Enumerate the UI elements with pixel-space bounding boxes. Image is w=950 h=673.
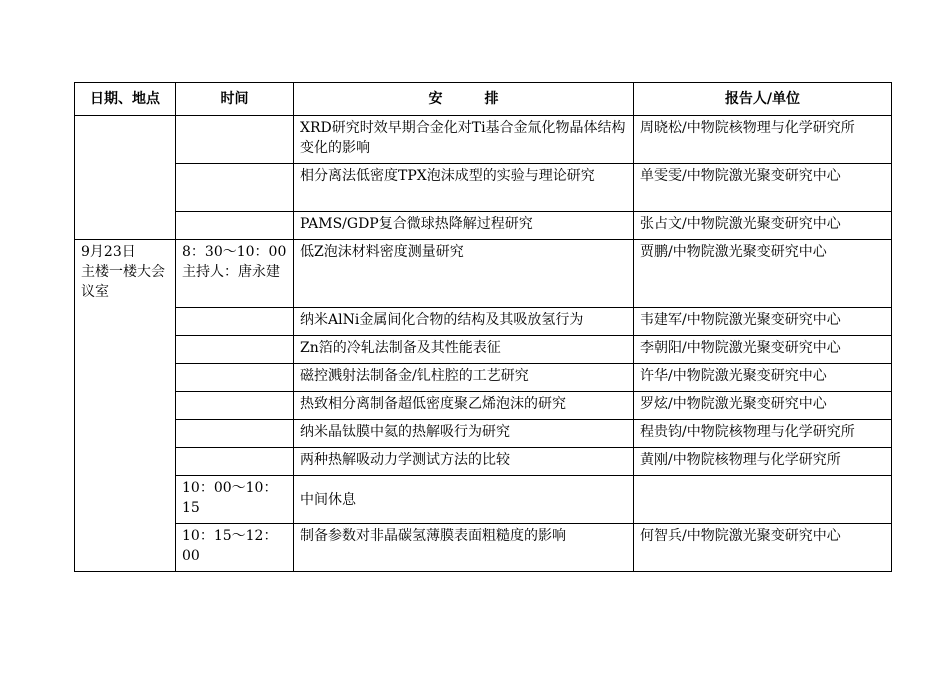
time-cell [176, 336, 294, 364]
topic-cell: PAMS/GDP复合微球热降解过程研究 [294, 212, 634, 240]
time-cell [176, 420, 294, 448]
topic-cell: Zn箔的冷轧法制备及其性能表征 [294, 336, 634, 364]
reporter-cell: 周晓松/中物院核物理与化学研究所 [634, 116, 892, 164]
time-cell [176, 392, 294, 420]
schedule-table [74, 82, 892, 572]
reporter-cell: 韦建军/中物院激光聚变研究中心 [634, 308, 892, 336]
time-cell [176, 308, 294, 336]
table-row [75, 116, 892, 164]
date-place-cell [75, 116, 176, 240]
reporter-cell: 程贵钧/中物院核物理与化学研究所 [634, 420, 892, 448]
time-cell [176, 212, 294, 240]
topic-cell: 两种热解吸动力学测试方法的比较 [294, 448, 634, 476]
topic-cell: 纳米AlNi金属间化合物的结构及其吸放氢行为 [294, 308, 634, 336]
header-date-place: 日期、地点 [75, 83, 176, 116]
topic-cell: 中间休息 [294, 476, 634, 524]
topic-cell: 相分离法低密度TPX泡沫成型的实验与理论研究 [294, 164, 634, 212]
table-row [75, 308, 892, 336]
header-row [75, 83, 892, 116]
time-cell [176, 164, 294, 212]
reporter-cell: 贾鹏/中物院激光聚变研究中心 [634, 240, 892, 308]
table-row [75, 392, 892, 420]
topic-cell: 制备参数对非晶碳氢薄膜表面粗糙度的影响 [294, 524, 634, 572]
reporter-cell: 李朝阳/中物院激光聚变研究中心 [634, 336, 892, 364]
reporter-cell [634, 476, 892, 524]
topic-cell: 低Z泡沫材料密度测量研究 [294, 240, 634, 308]
table-row [75, 364, 892, 392]
time-cell: 10：00～10：15 [176, 476, 294, 524]
time-cell: 10：15～12：00 [176, 524, 294, 572]
reporter-cell: 罗炫/中物院激光聚变研究中心 [634, 392, 892, 420]
table-row [75, 524, 892, 572]
table-row [75, 164, 892, 212]
topic-cell: XRD研究时效早期合金化对Ti基合金氚化物晶体结构变化的影响 [294, 116, 634, 164]
table-row [75, 448, 892, 476]
reporter-cell: 单雯雯/中物院激光聚变研究中心 [634, 164, 892, 212]
header-reporter: 报告人/单位 [634, 83, 892, 116]
header-arrangement: 安 排 [294, 83, 634, 116]
time-cell: 8：30～10：00 主持人：唐永建 [176, 240, 294, 308]
reporter-cell: 黄刚/中物院核物理与化学研究所 [634, 448, 892, 476]
header-time: 时间 [176, 83, 294, 116]
date-place-cell: 9月23日 主楼一楼大会议室 [75, 240, 176, 572]
table-row [75, 240, 892, 308]
time-cell [176, 448, 294, 476]
reporter-cell: 张占文/中物院激光聚变研究中心 [634, 212, 892, 240]
reporter-cell: 许华/中物院激光聚变研究中心 [634, 364, 892, 392]
topic-cell: 磁控溅射法制备金/钆柱腔的工艺研究 [294, 364, 634, 392]
time-cell [176, 364, 294, 392]
time-cell [176, 116, 294, 164]
table-row [75, 212, 892, 240]
topic-cell: 热致相分离制备超低密度聚乙烯泡沫的研究 [294, 392, 634, 420]
topic-cell: 纳米晶钛膜中氦的热解吸行为研究 [294, 420, 634, 448]
reporter-cell: 何智兵/中物院激光聚变研究中心 [634, 524, 892, 572]
table-row [75, 476, 892, 524]
table-row [75, 420, 892, 448]
table-row [75, 336, 892, 364]
